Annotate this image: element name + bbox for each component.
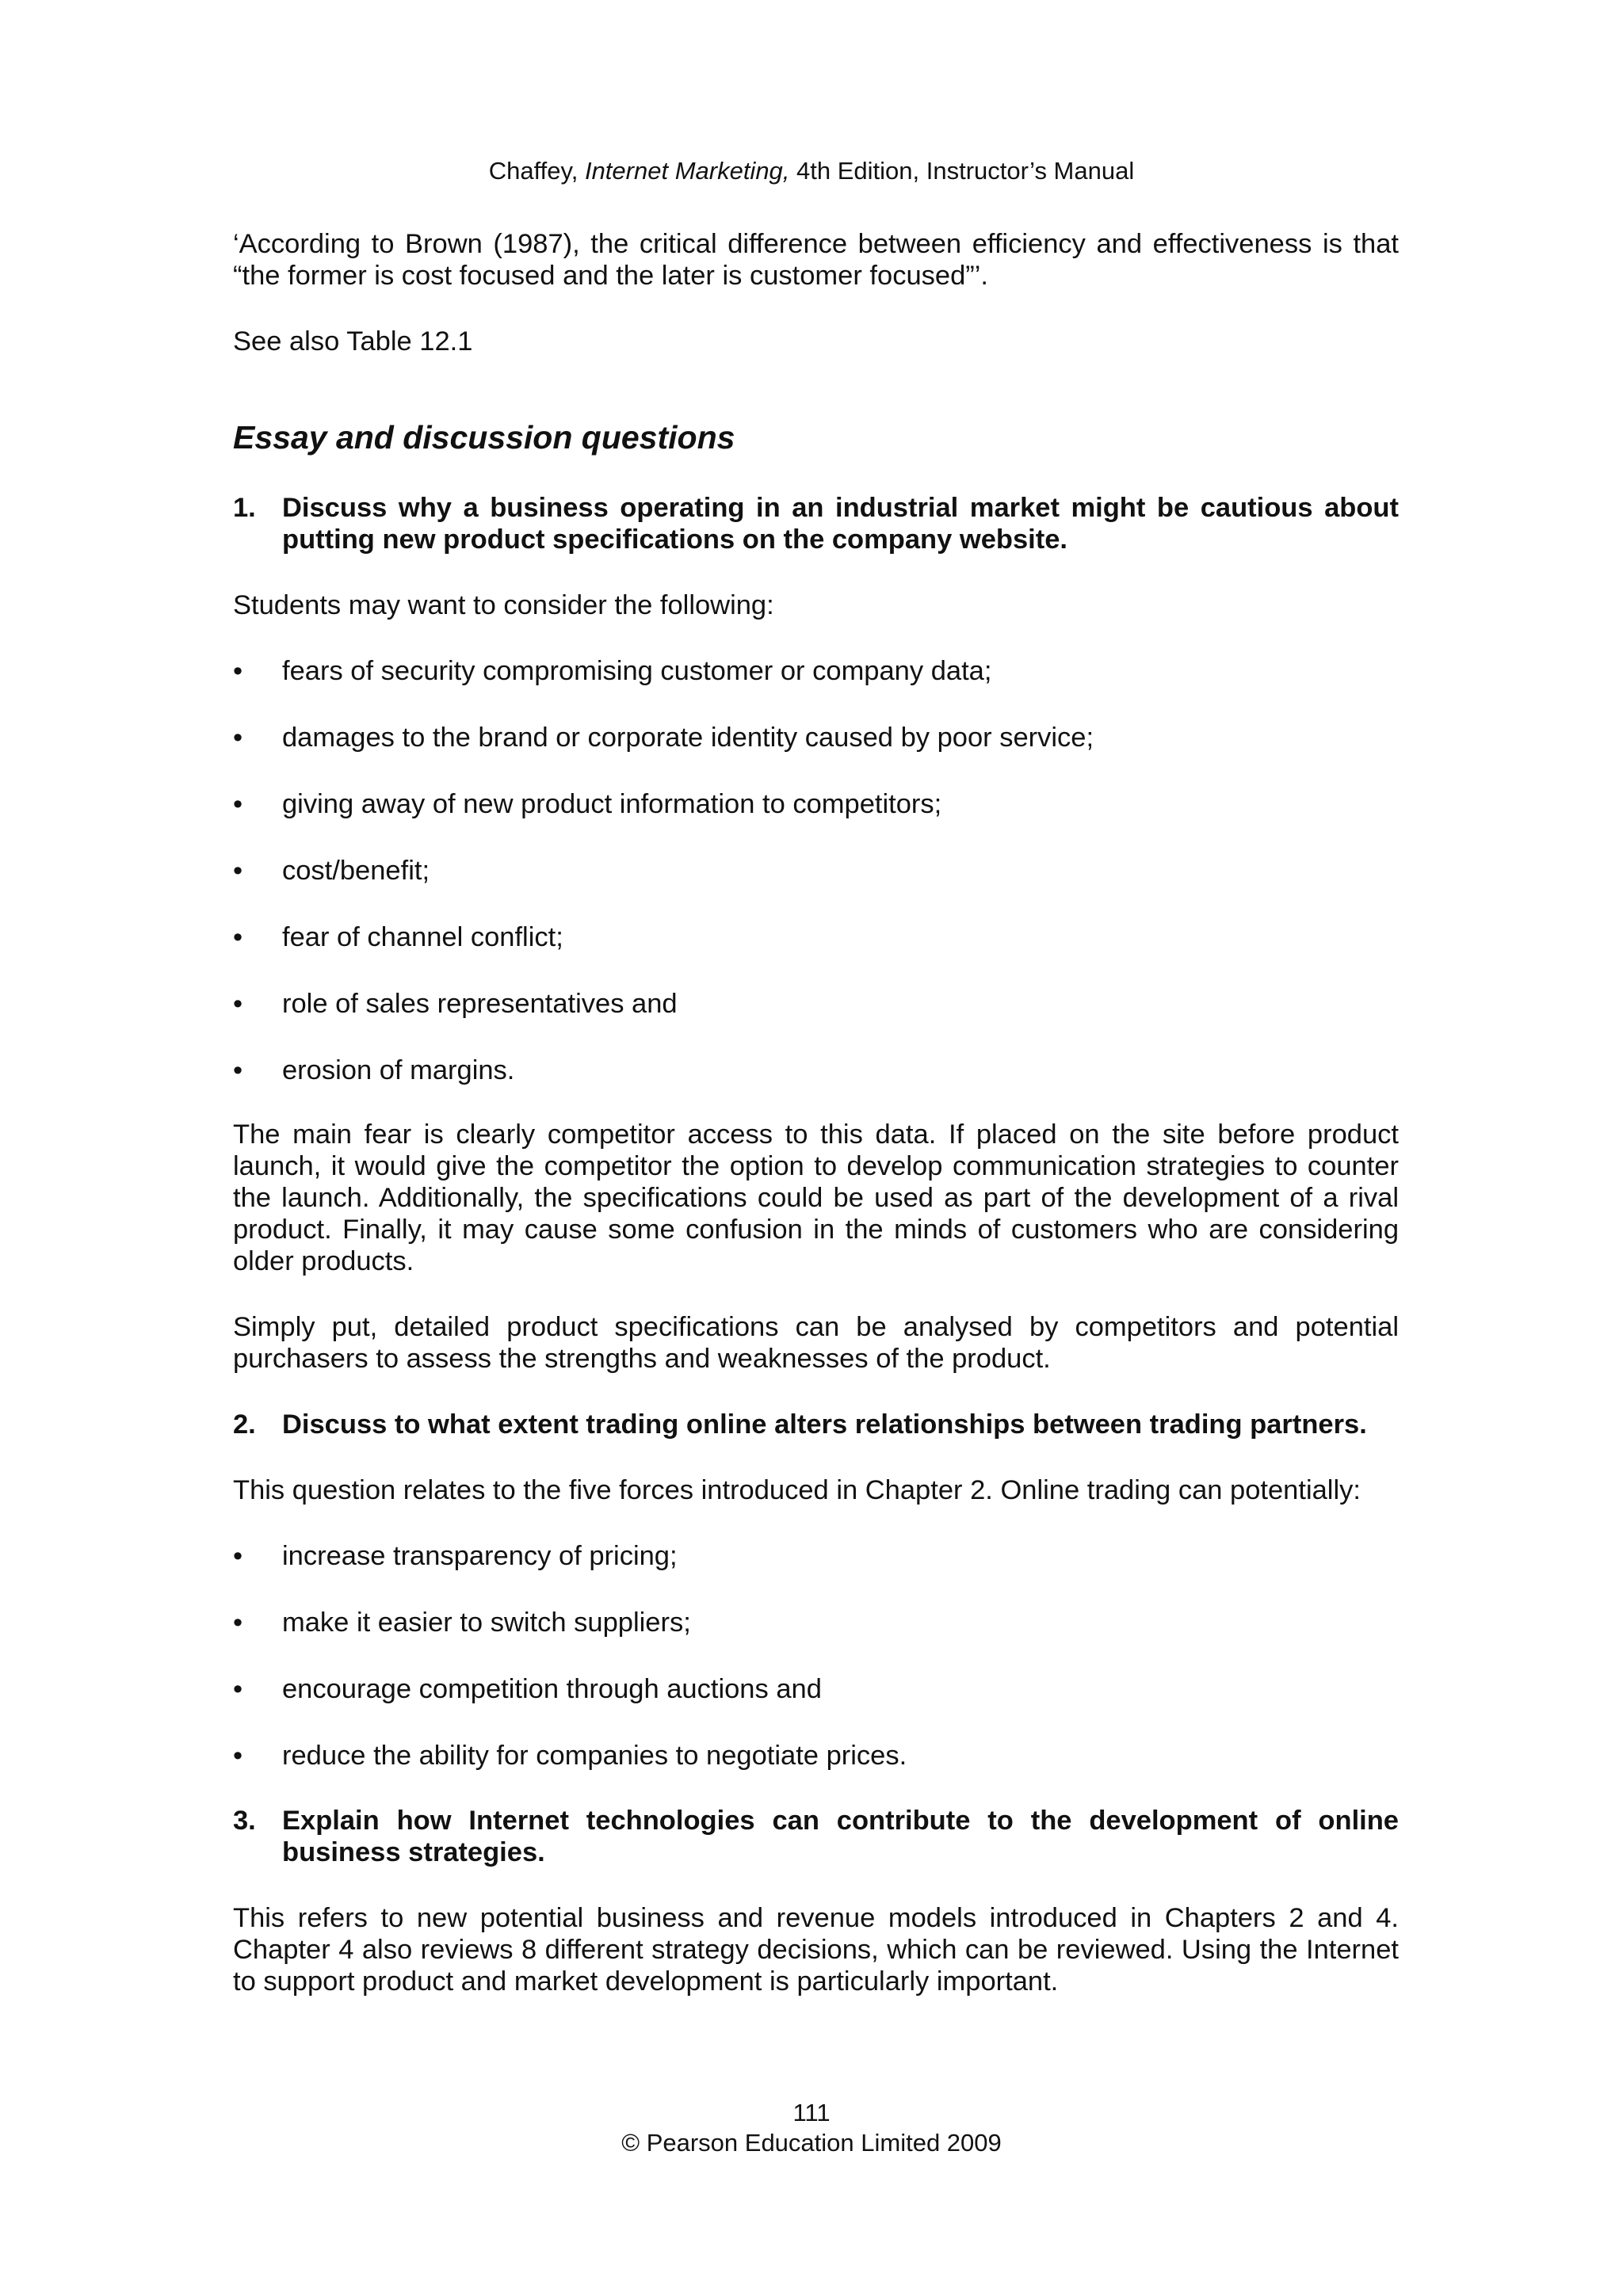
bullet-list	[233, 655, 1399, 1086]
page-content	[233, 228, 1399, 2031]
list-item-text: encourage competition through auctions and	[282, 1674, 822, 1704]
question-text: Discuss why a business operating in an industrial market might be cautious about putting new product specifications on the company website.	[282, 493, 1399, 555]
question-3	[233, 1805, 1399, 1868]
copyright-notice: © Pearson Education Limited 2009	[621, 2129, 1002, 2157]
list-item	[233, 722, 1399, 753]
list-item	[233, 1673, 1399, 1705]
answer-lead: This question relates to the five forces introduced in Chapter 2. Online trading can potentially:	[233, 1475, 1361, 1505]
bullet-icon: •	[233, 989, 243, 1019]
list-item	[233, 1607, 1399, 1638]
bullet-icon: •	[233, 1608, 243, 1638]
header-edition: 4th Edition, Instructor’s Manual	[789, 157, 1135, 185]
bullet-icon: •	[233, 789, 243, 819]
question-number: 3.	[233, 1806, 256, 1836]
bullet-icon: •	[233, 723, 243, 753]
bullet-icon: •	[233, 1055, 243, 1085]
page-footer	[0, 2098, 1623, 2158]
section-heading: Essay and discussion questions	[233, 419, 735, 456]
question-number: 1.	[233, 493, 256, 523]
answer-paragraph: Simply put, detailed product specifications can be analysed by competitors and potential purchasers to assess the strengths and weaknesses of the product.	[233, 1312, 1399, 1374]
list-item	[233, 921, 1399, 953]
bullet-icon: •	[233, 1674, 243, 1704]
list-item	[233, 1740, 1399, 1772]
bullet-icon: •	[233, 656, 243, 686]
answer-paragraph: The main fear is clearly competitor access to this data. If placed on the site before product launch, it would give the competitor the option to develop communication strategies to counter the launch. Additionally, the specifications could be used as part of the development of a rival product. Finally, it may cause some confusion in the minds of customers who are considering older products.	[233, 1119, 1399, 1276]
bullet-icon: •	[233, 1541, 243, 1571]
list-item	[233, 1055, 1399, 1086]
list-item-text: giving away of new product information to competitors;	[282, 789, 942, 819]
list-item-text: damages to the brand or corporate identity caused by poor service;	[282, 723, 1094, 753]
list-item-text: role of sales representatives and	[282, 989, 678, 1019]
question-1	[233, 492, 1399, 555]
list-item-text: erosion of margins.	[282, 1055, 515, 1085]
list-item-text: reduce the ability for companies to negotiate prices.	[282, 1741, 907, 1771]
list-item	[233, 788, 1399, 820]
question-2	[233, 1409, 1399, 1440]
intro-quote: ‘According to Brown (1987), the critical difference between efficiency and effectiveness is that “the former is cost focused and the later is customer focused”’.	[233, 229, 1399, 291]
question-text: Discuss to what extent trading online alters relationships between trading partners.	[282, 1409, 1367, 1440]
answer-paragraph: This refers to new potential business and revenue models introduced in Chapters 2 and 4. Chapter 4 also reviews 8 different strategy decisions, which can be reviewed. Using the Internet to support product and market development is particularly important.	[233, 1903, 1399, 1997]
bullet-list	[233, 1540, 1399, 1772]
see-also-note: See also Table 12.1	[233, 326, 473, 357]
list-item-text: fear of channel conflict;	[282, 922, 563, 952]
page-number: 111	[792, 2099, 831, 2126]
list-item	[233, 855, 1399, 887]
list-item-text: make it easier to switch suppliers;	[282, 1608, 691, 1638]
list-item-text: increase transparency of pricing;	[282, 1541, 678, 1571]
bullet-icon: •	[233, 856, 243, 886]
list-item	[233, 1540, 1399, 1572]
list-item	[233, 655, 1399, 687]
question-number: 2.	[233, 1409, 256, 1440]
question-text: Explain how Internet technologies can contribute to the development of online business strategies.	[282, 1806, 1399, 1867]
header-author: Chaffey,	[488, 157, 585, 185]
answer-lead: Students may want to consider the following:	[233, 590, 774, 620]
running-header	[0, 155, 1623, 187]
list-item-text: cost/benefit;	[282, 856, 430, 886]
list-item	[233, 988, 1399, 1020]
bullet-icon: •	[233, 922, 243, 952]
header-book-title: Internet Marketing,	[584, 157, 790, 185]
list-item-text: fears of security compromising customer or company data;	[282, 656, 992, 686]
bullet-icon: •	[233, 1741, 243, 1771]
